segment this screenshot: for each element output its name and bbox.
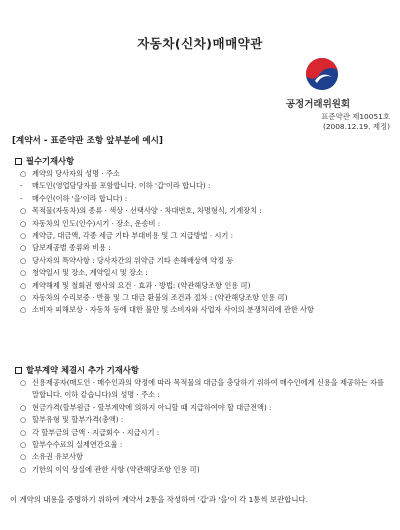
document-number-block [250, 112, 390, 132]
list-item: - 매수인(이하 '을'이라 합니다) : [20, 193, 128, 203]
checkbox-square-icon [15, 367, 22, 374]
required-items-list [20, 168, 392, 317]
list-item: ○ 할부유형 및 할부가격(총액) : [20, 415, 124, 425]
list-item: ○ 자동차의 인도(인수)시기 · 장소, 운송비 : [20, 218, 161, 228]
list-item: ○ 목적물(자동차)의 종류 · 색상 · 선택사양 · 차대번호, 차명형식, 기계장치 : [20, 206, 262, 216]
list-item: ○ 소유권 유보사항 [20, 452, 83, 462]
list-item: ○ 신용제공자(매도인 · 매수인과의 약정에 따라 목적물의 대금을 충당하기 위하여 매수인에게 신용을 제공하는 자를 말합니다. 이하 같습니다)의 성명 · 주소 : [20, 378, 384, 400]
list-item: ○ 당사자의 특약사항 : 당사자간의 위약금 기타 손해배상액 약정 등 [20, 255, 234, 265]
list-item: ○ 청약일시 및 장소, 계약일시 및 장소 : [20, 268, 148, 278]
document-title: 자동차(신차)매매약관 [137, 36, 263, 51]
list-item: ○ 현금가격(할부원금 - 할부계약에 의하지 아니할 때 지급하여야 할 대금전액) : [20, 402, 272, 412]
list-item: ○ 계약의 당사자의 성명 · 주소 [20, 169, 120, 178]
closing-statement: 이 계약의 내용을 증명하기 위하여 계약서 2통을 작성하여 '갑'과 '을'이 각 1통씩 보관합니다. [10, 495, 308, 504]
list-item: ○ 할부수수료의 실제연간요율 : [20, 440, 123, 450]
list-item: ○ 소비자 피해보상 · 자동차 등에 대한 불만 및 소비자와 사업자 사이의 분쟁처리에 관한 사항 [20, 305, 314, 315]
list-item: ○ 계약해제 및 철회권 행사의 요건 · 효과 · 방법: (약관해당조항 인용 可) [20, 280, 251, 290]
organization-name: 공정거래위원회 [285, 99, 351, 110]
list-item: ○ 기한의 이익 상실에 관한 사항 (약관해당조항 인용 可) [20, 464, 200, 474]
section-heading-required [15, 155, 74, 167]
list-item: ○ 계약금, 대금액, 각종 세금 기타 부대비용 및 그 지급방법 · 시기 : [20, 231, 234, 241]
list-item: ○ 자동차의 수리보증 · 반품 및 그 대금 환불의 조건과 절차 : (약관해당조항 인용 可) [20, 293, 288, 303]
list-item: ○ 담보제공별 종류와 비용 : [20, 243, 111, 253]
section-heading-installment [15, 364, 139, 376]
document-subtitle: [계약서 - 표준약관 조항 앞부분에 예시] [12, 136, 163, 146]
document-number: 표준약관 제10051호 [321, 112, 390, 121]
checkbox-square-icon [15, 158, 22, 165]
ftc-logo-icon [305, 57, 339, 91]
section-heading-text: 할부계약 체결시 추가 기재사항 [26, 365, 139, 375]
installment-items-list [20, 377, 392, 476]
document-date: (2008.12.19. 제정) [322, 122, 390, 131]
list-item: - 매도인(영업담당자를 포함합니다. 이하 '갑'이라 합니다) : [20, 181, 211, 191]
list-item: ○ 각 할부금의 금액 · 지급회수 · 지급시기 : [20, 427, 160, 437]
section-heading-text: 필수기재사항 [26, 156, 75, 166]
